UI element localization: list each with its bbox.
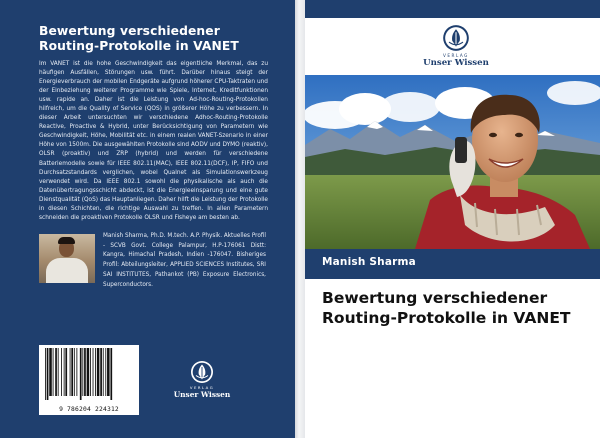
barcode-bar — [100, 348, 102, 396]
book-blurb: Im VANET ist die hohe Geschwindigkeit das eigentliche Merkmal, das zu häufigen Ausfällen, Störungen usw. führt. Darüber hinaus steigt der Energieverbrauch der mobilen Endgeräte aufgrund höherer CPU-Taktraten und der Einbeziehung weiterer Programme wie Spiele, Internet, Kreditfunktionen usw. rapide an. Daher ist die Leistung von Ad-hoc-Routing-Protokollen hilfreich, um die Quality of Service (QOS) in größerer Höhe zu verbessern. In dieser Arbeit untersuchten wir verschiedene Adhoc-Routing-Protokolle Reactive, Proactive & Hybrid, unter Berücksichtigung von Parametern wie Geschwindigkeit, Höhe, Mobilität etc. in einem realen VANET-Szenario in einer Höhe von 1500m. Die ausgewählten Protokolle sind AODV und DYMO (reaktiv), OLSR (proaktiv) und ZRP (hybrid) und werden für verschiedene Batteriemodelle sowie für IEEE 802.11(MAC), IEEE 802.11(DCF), IP, FIFO und Durchsatzstandards verglichen, wobei Qualnet als Simulationswerkzeug verwendet wird. Da IEEE 802.1 sowohl die physikalische als auch die Datenübertragungsschicht abdeckt, ist die Energieeinsparung und eine gute Dienstqualität (QoS) das Hauptanliegen. Daher hilft die Leistung der Protokolle in diesen Schichten, die richtige Auswahl zu treffen. In allen Parametern schneiden die proaktiven Protokolle OLSR und Fisheye am besten ab. — [39, 61, 268, 221]
barcode-bar — [45, 348, 46, 400]
book-title: Bewertung verschiedener Routing-Protokolle in VANET — [322, 289, 571, 327]
barcode-bar — [103, 348, 104, 396]
publisher-verlag-label: VERLAG — [189, 385, 215, 390]
barcode-bar — [64, 348, 65, 396]
barcode-bar — [53, 348, 54, 396]
barcode-bar — [80, 348, 82, 400]
barcode-bar — [70, 348, 71, 396]
cover-photo-illustration — [305, 75, 600, 249]
barcode-bar — [61, 348, 62, 396]
author-bio: Manish Sharma, Ph.D. M.tech. A.P. Physik. Aktuelles Profil - SCVB Govt. College Palampur, H.P-176061 Distt: Kangra, Himachal Pradesh, Indien -176047. Bisheriges Profil: Abteilungsleiter, APPLIED SCIENCES Institutes, SRI SAI INSTITUTES, Pathankot (PB) Exposure Electronics, Superconductors. — [103, 233, 266, 288]
publisher-logo-front — [411, 24, 501, 68]
publisher-logo-back — [171, 360, 233, 399]
barcode-bar — [84, 348, 86, 396]
barcode-bar — [58, 348, 59, 396]
author-photo — [39, 234, 95, 283]
front-top-band — [305, 0, 600, 18]
back-cover — [0, 0, 295, 438]
cover-photo — [305, 75, 600, 249]
barcode-bar — [95, 348, 96, 396]
barcode-bar — [49, 348, 52, 396]
publisher-crest-icon — [442, 24, 470, 52]
book-spine — [295, 0, 305, 438]
barcode-bar — [87, 348, 90, 396]
front-cover — [305, 0, 600, 438]
barcode-bar — [110, 348, 112, 400]
barcode-bar — [76, 348, 77, 396]
barcode-bars — [43, 348, 135, 400]
barcode-bar — [105, 348, 106, 396]
barcode-bar — [107, 348, 110, 396]
barcode-bar — [93, 348, 94, 396]
isbn-barcode — [39, 345, 139, 415]
barcode-bar — [97, 348, 100, 396]
barcode-bar — [90, 348, 91, 396]
author-band — [305, 249, 600, 279]
barcode-bar — [65, 348, 67, 396]
publisher-crest-icon — [190, 360, 214, 384]
barcode-bar — [71, 348, 73, 396]
back-cover-title: Bewertung verschiedener Routing-Protokolle in VANET — [39, 24, 239, 53]
publisher-name: Unser Wissen — [173, 390, 231, 399]
barcode-bar — [82, 348, 83, 396]
publisher-verlag-label: VERLAG — [443, 53, 469, 58]
barcode-digits: 9 786204 224312 — [59, 406, 119, 413]
author-name: Manish Sharma — [322, 256, 416, 268]
barcode-bar — [74, 348, 75, 396]
barcode-bar — [47, 348, 49, 400]
barcode-bar — [55, 348, 57, 396]
publisher-name: Unser Wissen — [423, 58, 489, 68]
